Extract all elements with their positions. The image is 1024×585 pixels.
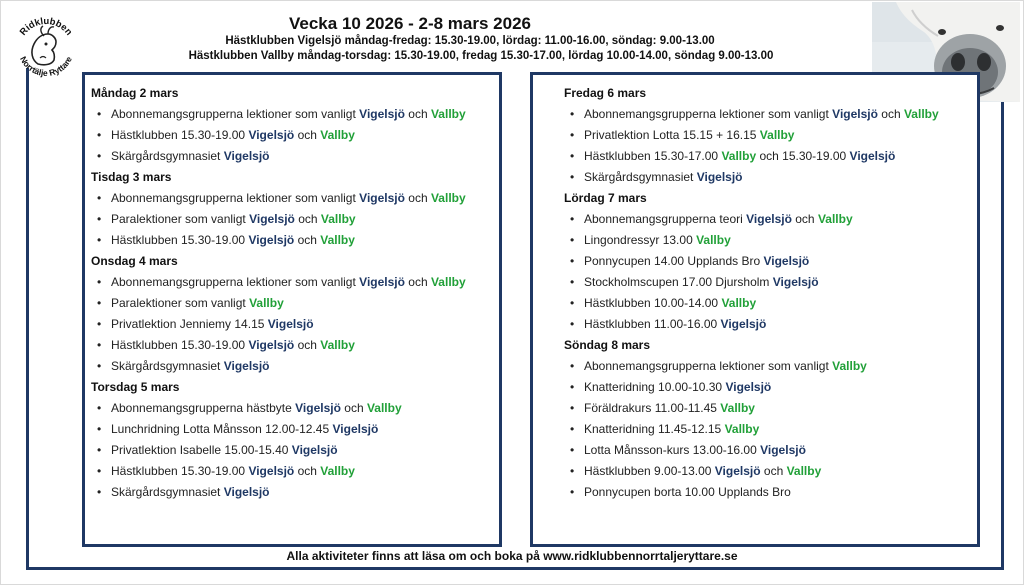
activity-item [91, 125, 466, 146]
day-section [91, 83, 466, 167]
activity-item [91, 461, 466, 482]
activity-item [564, 461, 939, 482]
location-label: Vigelsjö [223, 149, 270, 163]
location-label: Vigelsjö [720, 317, 767, 331]
activity-item [564, 125, 939, 146]
activity-text: Föräldrakurs 11.00-11.45 [584, 401, 721, 415]
day-heading [564, 188, 939, 209]
location-label: Vigelsjö [248, 464, 295, 478]
conjunction-text: och [404, 191, 431, 205]
location-label: Vallby [786, 464, 822, 478]
day-heading [91, 377, 466, 398]
day-title: Söndag 8 mars [564, 338, 651, 352]
activity-text: Privatlektion Jenniemy 14.15 [111, 317, 268, 331]
activity-item [91, 419, 466, 440]
day-section [91, 377, 466, 503]
activity-text: Ponnycupen 14.00 Upplands Bro [584, 254, 764, 268]
day-title: Onsdag 4 mars [91, 254, 178, 268]
location-label: Vallby [430, 107, 466, 121]
location-label: Vigelsjö [849, 149, 896, 163]
svg-text:Ridklubben: Ridklubben [17, 15, 75, 38]
activity-text: Paralektioner som vanligt [111, 296, 250, 310]
day-title: Torsdag 5 mars [91, 380, 180, 394]
left-day-list [91, 83, 466, 503]
activity-text: Lunchridning Lotta Månsson 12.00-12.45 [111, 422, 333, 436]
conjunction-text: och [791, 212, 818, 226]
location-label: Vallby [720, 401, 755, 415]
location-label: Vigelsjö [249, 212, 295, 226]
activity-item [564, 440, 939, 461]
page-title: Vecka 10 2026 - 2-8 mars 2026 [289, 14, 531, 33]
footer-text: Alla aktiviteter finns att läsa om och boka på www.ridklubbennorrtaljeryttare.se [286, 549, 738, 563]
activity-text: Skärgårdsgymnasiet [111, 485, 224, 499]
activity-text: Hästklubben 15.30-19.00 [111, 464, 249, 478]
activity-text: Skärgårdsgymnasiet [111, 359, 224, 373]
location-label: Vigelsjö [760, 443, 806, 457]
activity-item [91, 398, 466, 419]
activity-item [91, 314, 466, 335]
header [150, 14, 950, 64]
conjunction-text: och [294, 464, 321, 478]
activity-item [564, 398, 939, 419]
activity-text: Lotta Månsson-kurs 13.00-16.00 [584, 443, 761, 457]
day-title: Måndag 2 mars [91, 86, 179, 100]
location-label: Vallby [817, 212, 853, 226]
location-label: Vallby [696, 233, 731, 247]
activity-item [91, 146, 466, 167]
day-heading [91, 83, 466, 104]
day-section [91, 251, 466, 377]
activity-item [564, 209, 939, 230]
activity-text: Privatlektion Lotta 15.15 + 16.15 [584, 128, 760, 142]
day-title: Lördag 7 mars [564, 191, 647, 205]
activity-text: Abonnemangsgrupperna lektioner som vanligt [111, 191, 360, 205]
location-label: Vallby [320, 338, 355, 352]
activity-item [91, 230, 466, 251]
location-label: Vigelsjö [267, 317, 314, 331]
location-label: Vigelsjö [714, 464, 761, 478]
activity-item [564, 251, 939, 272]
day-title: Fredag 6 mars [564, 86, 647, 100]
day-heading [564, 83, 939, 104]
day-heading [564, 335, 939, 356]
location-label: Vigelsjö [359, 191, 405, 205]
location-label: Vigelsjö [832, 107, 878, 121]
activity-item [91, 335, 466, 356]
location-label: Vallby [249, 296, 284, 310]
activity-item [564, 272, 939, 293]
activity-text: Hästklubben 11.00-16.00 [584, 317, 721, 331]
activity-text: Abonnemangsgrupperna lektioner som vanligt [584, 359, 833, 373]
day-section [564, 335, 939, 503]
activity-text: Abonnemangsgrupperna hästbyte [111, 401, 296, 415]
location-label: Vigelsjö [772, 275, 819, 289]
activity-text: Skärgårdsgymnasiet [111, 149, 224, 163]
activity-item [564, 293, 939, 314]
activity-text: Hästklubben 15.30-19.00 [111, 128, 249, 142]
activity-item [91, 293, 466, 314]
svg-text:Norrtälje Ryttare: Norrtälje Ryttare [18, 54, 74, 79]
activity-text: Knatteridning 11.45-12.15 [584, 422, 725, 436]
activity-item [564, 167, 939, 188]
activity-text: Hästklubben 10.00-14.00 [584, 296, 722, 310]
location-label: Vigelsjö [746, 212, 792, 226]
activity-text: Skärgårdsgymnasiet [584, 170, 697, 184]
location-label: Vigelsjö [359, 107, 405, 121]
activity-item [91, 209, 466, 230]
activity-text: och 15.30-19.00 [756, 149, 850, 163]
activity-item [91, 104, 466, 125]
conjunction-text: och [877, 107, 904, 121]
activity-item [564, 356, 939, 377]
activity-text: Knatteridning 10.00-10.30 [584, 380, 726, 394]
activity-text: Ponnycupen borta 10.00 Upplands Bro [584, 485, 791, 499]
activity-item [564, 314, 939, 335]
conjunction-text: och [404, 275, 431, 289]
activity-text: Abonnemangsgrupperna lektioner som vanligt [111, 275, 360, 289]
conjunction-text: och [404, 107, 431, 121]
activity-item [564, 104, 939, 125]
location-label: Vallby [320, 233, 355, 247]
location-label: Vallby [320, 212, 356, 226]
location-label: Vigelsjö [359, 275, 405, 289]
activity-text: Stockholmscupen 17.00 Djursholm [584, 275, 773, 289]
location-label: Vallby [430, 191, 466, 205]
location-label: Vigelsjö [248, 233, 295, 247]
activity-text: Hästklubben 15.30-19.00 [111, 233, 249, 247]
activity-item [91, 440, 466, 461]
location-label: Vallby [903, 107, 939, 121]
location-label: Vigelsjö [696, 170, 743, 184]
conjunction-text: och [760, 464, 787, 478]
activity-item [564, 230, 939, 251]
day-section [564, 188, 939, 335]
location-label: Vallby [430, 275, 466, 289]
conjunction-text: och [340, 401, 367, 415]
day-section [564, 83, 939, 188]
conjunction-text: och [294, 212, 321, 226]
location-label: Vallby [832, 359, 867, 373]
activity-text: Lingondressyr 13.00 [584, 233, 697, 247]
activity-text: Hästklubben 15.30-17.00 [584, 149, 722, 163]
location-label: Vallby [721, 296, 757, 310]
hours-vigelsjo: Hästklubben Vigelsjö måndag-fredag: 15.30-19.00, lördag: 11.00-16.00, söndag: 9.00-13.00 [225, 35, 715, 47]
activity-text: Privatlektion Isabelle 15.00-15.40 [111, 443, 292, 457]
activity-item [564, 482, 939, 503]
location-label: Vallby [366, 401, 402, 415]
location-label: Vallby [320, 464, 355, 478]
location-label: Vallby [721, 149, 757, 163]
location-label: Vigelsjö [223, 485, 270, 499]
conjunction-text: och [294, 233, 321, 247]
location-label: Vigelsjö [248, 338, 295, 352]
activity-item [91, 188, 466, 209]
activity-item [564, 377, 939, 398]
location-label: Vigelsjö [223, 359, 270, 373]
activity-item [564, 419, 939, 440]
day-title: Tisdag 3 mars [91, 170, 172, 184]
location-label: Vigelsjö [295, 401, 341, 415]
schedule-panel-left [82, 72, 502, 547]
activity-item [91, 272, 466, 293]
activity-text: Paralektioner som vanligt [111, 212, 250, 226]
conjunction-text: och [294, 128, 321, 142]
location-label: Vigelsjö [248, 128, 295, 142]
activity-text: Abonnemangsgrupperna lektioner som vanligt [111, 107, 360, 121]
location-label: Vigelsjö [332, 422, 379, 436]
day-section [91, 167, 466, 251]
activity-item [564, 146, 939, 167]
hours-vallby: Hästklubben Vallby måndag-torsdag: 15.30-19.00, fredag 15.30-17.00, lördag 10.00-14.00, söndag 9.00-13.00 [188, 50, 774, 62]
location-label: Vigelsjö [763, 254, 810, 268]
right-day-list [564, 83, 939, 503]
day-heading [91, 167, 466, 188]
location-label: Vallby [320, 128, 355, 142]
conjunction-text: och [294, 338, 321, 352]
location-label: Vigelsjö [291, 443, 338, 457]
activity-text: Abonnemangsgrupperna teori [584, 212, 747, 226]
day-heading [91, 251, 466, 272]
location-label: Vallby [759, 128, 795, 142]
activity-text: Abonnemangsgrupperna lektioner som vanligt [584, 107, 833, 121]
activity-item [91, 482, 466, 503]
activity-item [91, 356, 466, 377]
activity-text: Hästklubben 15.30-19.00 [111, 338, 249, 352]
location-label: Vallby [724, 422, 760, 436]
schedule-panel-right [530, 72, 980, 547]
location-label: Vigelsjö [725, 380, 772, 394]
activity-text: Hästklubben 9.00-13.00 [584, 464, 715, 478]
